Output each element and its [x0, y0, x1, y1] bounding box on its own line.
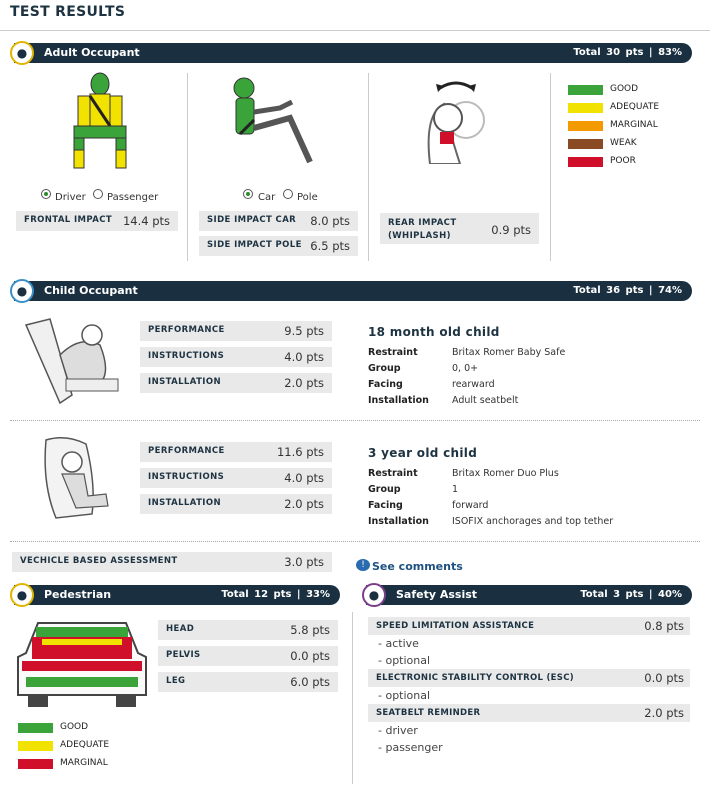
side-dummy-icon: [220, 72, 330, 172]
frontal-impact-score: FRONTAL IMPACT 14.4 pts: [16, 211, 178, 231]
c3-install-key: Installation: [368, 516, 429, 527]
c18-facing-value: rearward: [452, 379, 495, 390]
see-comments-link[interactable]: See comments: [372, 560, 463, 573]
c3-facing-key: Facing: [368, 500, 403, 511]
pole-radio[interactable]: [283, 189, 293, 199]
bottom-divider: [352, 612, 353, 784]
sbr-sub-driver: - driver: [378, 724, 418, 737]
child-divider-2: [10, 541, 700, 542]
driver-radio[interactable]: [41, 189, 51, 199]
side-impact-car-score: SIDE IMPACT CAR 8.0 pts: [199, 211, 358, 231]
sla-sub-active: - active: [378, 637, 419, 650]
legend-swatch-good: [568, 85, 603, 95]
c18-install-key: Installation: [368, 395, 429, 406]
safety-assist-total: Total 3 pts | 40%: [580, 589, 682, 600]
child-occupant-header[interactable]: [14, 281, 692, 301]
comment-bubble-icon[interactable]: !: [356, 559, 370, 571]
ped-legend-swatch-good: [18, 723, 53, 733]
child-divider: [10, 420, 700, 421]
car-radio[interactable]: [243, 189, 253, 199]
c18-title: 18 month old child: [368, 325, 500, 339]
esc-sub-optional: - optional: [378, 689, 431, 702]
c18-restraint-value: Britax Romer Baby Safe: [452, 347, 566, 358]
child-seat-icon: ●: [10, 279, 34, 303]
seatbelt-reminder-row: SEATBELT REMINDER 2.0 pts: [368, 704, 690, 722]
esc-row: ELECTRONIC STABILITY CONTROL (ESC) 0.0 pts: [368, 669, 690, 687]
legend-swatch-poor: [568, 157, 603, 167]
adult-divider: [187, 73, 188, 261]
speed-limitation-row: SPEED LIMITATION ASSISTANCE 0.8 pts: [368, 617, 690, 635]
driver-radio-label: Driver: [55, 192, 86, 203]
leg-score: LEG 6.0 pts: [158, 672, 338, 692]
adult-occupant-title: Adult Occupant: [44, 46, 140, 59]
c3-performance-score: PERFORMANCE 11.6 pts: [140, 442, 332, 462]
c3-restraint-key: Restraint: [368, 468, 418, 479]
ped-legend-swatch-marginal: [18, 759, 53, 769]
pedestrian-title: Pedestrian: [44, 588, 112, 601]
c3-installation-score: INSTALLATION 2.0 pts: [140, 494, 332, 514]
c18-installation-score: INSTALLATION 2.0 pts: [140, 373, 332, 393]
baby-seat-icon: [20, 315, 120, 405]
pedestrian-header[interactable]: [14, 585, 340, 605]
adult-occupant-header[interactable]: [14, 43, 692, 63]
page-title: TEST RESULTS: [10, 4, 126, 20]
passenger-radio-label: Passenger: [107, 192, 159, 203]
seatbelt-person-icon: ●: [10, 41, 34, 65]
frontal-dummy-icon: [60, 70, 140, 180]
c3-facing-value: forward: [452, 500, 489, 511]
pole-radio-label: Pole: [297, 192, 318, 203]
steering-wheel-icon: ●: [362, 583, 386, 607]
whiplash-head-icon: [410, 74, 500, 164]
car-radio-label: Car: [258, 192, 276, 203]
side-impact-pole-score: SIDE IMPACT POLE 6.5 pts: [199, 236, 358, 256]
title-divider: [0, 30, 710, 31]
rear-impact-score: REAR IMPACT (WHIPLASH) 0.9 pts: [380, 213, 539, 244]
adult-divider-2: [368, 73, 369, 261]
safety-assist-title: Safety Assist: [396, 588, 478, 601]
safety-assist-header[interactable]: [366, 585, 692, 605]
sla-sub-optional: - optional: [378, 654, 431, 667]
c18-restraint-key: Restraint: [368, 347, 418, 358]
adult-occupant-total: Total 30 pts | 83%: [573, 47, 682, 58]
pedestrian-icon: ●: [10, 583, 34, 607]
head-score: HEAD 5.8 pts: [158, 620, 338, 640]
car-front-icon: [14, 617, 150, 709]
c3-title: 3 year old child: [368, 446, 478, 460]
sbr-sub-passenger: - passenger: [378, 741, 443, 754]
c3-instructions-score: INSTRUCTIONS 4.0 pts: [140, 468, 332, 488]
child-occupant-total: Total 36 pts | 74%: [573, 285, 682, 296]
passenger-radio[interactable]: [93, 189, 103, 199]
legend-swatch-weak: [568, 139, 603, 149]
pelvis-score: PELVIS 0.0 pts: [158, 646, 338, 666]
toddler-seat-icon: [36, 434, 126, 524]
child-occupant-title: Child Occupant: [44, 284, 138, 297]
pedestrian-total: Total 12 pts | 33%: [221, 589, 330, 600]
c18-facing-key: Facing: [368, 379, 403, 390]
c18-performance-score: PERFORMANCE 9.5 pts: [140, 321, 332, 341]
legend-swatch-adequate: [568, 103, 603, 113]
c18-group-value: 0, 0+: [452, 363, 479, 374]
c3-group-key: Group: [368, 484, 401, 495]
c3-install-value: ISOFIX anchorages and top tether: [452, 516, 614, 527]
c18-instructions-score: INSTRUCTIONS 4.0 pts: [140, 347, 332, 367]
c3-restraint-value: Britax Romer Duo Plus: [452, 468, 559, 479]
c18-group-key: Group: [368, 363, 401, 374]
legend-swatch-marginal: [568, 121, 603, 131]
c3-group-value: 1: [452, 484, 459, 495]
vehicle-based-assessment-score: VECHICLE BASED ASSESSMENT 3.0 pts: [12, 552, 332, 572]
ped-legend-swatch-adequate: [18, 741, 53, 751]
c18-install-value: Adult seatbelt: [452, 395, 519, 406]
adult-divider-3: [550, 73, 551, 261]
